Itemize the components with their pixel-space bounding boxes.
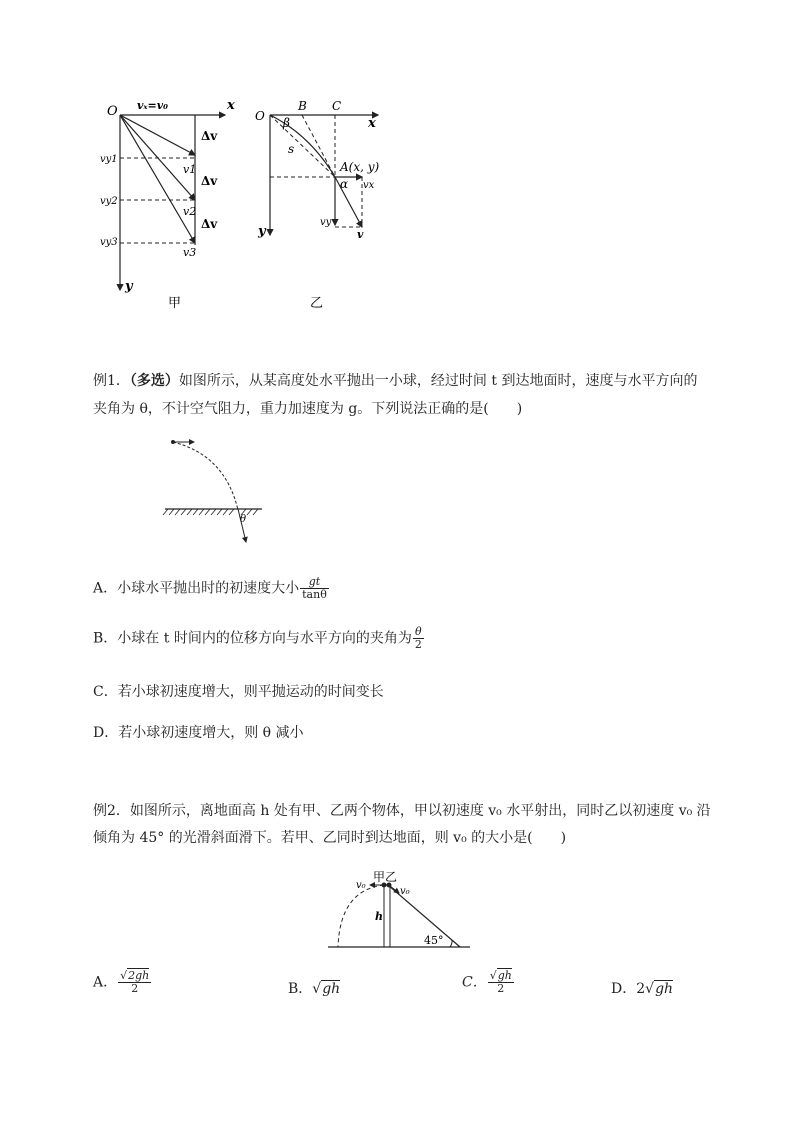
svg-text:Δv: Δv (201, 129, 218, 143)
origin-label: O (107, 104, 118, 119)
svg-text:y: y (258, 224, 266, 239)
example1-option-b[interactable]: B．小球在 t 时间内的位移方向与水平方向的夹角为 $\frac{\theta}{2}$ (93, 625, 422, 651)
example2-line2: 倾角为 45° 的光滑斜面滑下。若甲、乙同时到达地面，则 v₀ 的大小是( ) (93, 830, 567, 846)
example2-option-c[interactable]: C． $\frac{√gh}{2}$ (462, 969, 512, 995)
svg-text:x: x (227, 98, 235, 113)
svg-text:B: B (298, 99, 307, 113)
svg-text:vy1: vy1 (100, 154, 118, 165)
example2-option-d[interactable]: D．2√gh (611, 981, 674, 997)
svg-text:vy3: vy3 (100, 237, 118, 248)
example1-figure (160, 435, 270, 547)
example1-line1: 例1．（多选）如图所示，从某高度处水平抛出一小球，经过时间 t 到达地面时，速度与水平方向的 (93, 373, 698, 389)
svg-text:vy2: vy2 (100, 196, 118, 207)
svg-text:v: v (357, 228, 364, 241)
svg-text:s: s (288, 142, 295, 156)
svg-text:vy: vy (320, 217, 332, 228)
svg-text:y: y (125, 279, 133, 294)
figure-yi (250, 95, 400, 315)
svg-text:v₀: v₀ (400, 886, 410, 897)
example2-figure (320, 865, 475, 955)
svg-text:vx: vx (363, 180, 375, 191)
svg-text:C: C (332, 99, 342, 113)
svg-text:h: h (375, 910, 383, 923)
svg-text:x: x (368, 116, 376, 131)
svg-text:O: O (255, 109, 265, 123)
svg-text:Δv: Δv (201, 174, 218, 188)
svg-text:甲乙: 甲乙 (373, 870, 398, 884)
svg-text:α: α (340, 177, 349, 191)
example1-line2: 夹角为 θ，不计空气阻力，重力加速度为 g。下列说法正确的是( ) (93, 401, 523, 417)
example2-option-b[interactable]: B．√gh (288, 981, 341, 997)
svg-text:θ: θ (240, 514, 247, 525)
example1-option-d[interactable]: D．若小球初速度增大，则 θ 减小 (93, 725, 304, 741)
svg-text:v2: v2 (183, 205, 197, 218)
caption-jia: 甲 (168, 296, 182, 311)
example2-option-a[interactable]: A． $\frac{√2gh}{2}$ (93, 969, 150, 995)
example1-option-a[interactable]: A．小球水平抛出时的初速度大小 $\frac{gt}{\tan\theta}$ (93, 575, 327, 601)
svg-text:A(x, y): A(x, y) (340, 160, 380, 174)
figure-jia (95, 95, 255, 315)
svg-text:β: β (283, 116, 290, 130)
svg-text:45°: 45° (424, 934, 444, 947)
svg-text:v1: v1 (183, 163, 197, 176)
svg-text:Δv: Δv (201, 217, 218, 231)
example1-option-c[interactable]: C．若小球初速度增大，则平抛运动的时间变长 (93, 684, 384, 700)
example2-line1: 例2．如图所示，离地面高 h 处有甲、乙两个物体，甲以初速度 v₀ 水平射出，同时乙以初速度 v₀ 沿 (93, 803, 711, 819)
svg-text:v3: v3 (183, 246, 197, 259)
svg-text:vₓ=v₀: vₓ=v₀ (137, 99, 168, 112)
svg-text:v₀: v₀ (356, 880, 366, 891)
caption-yi: 乙 (310, 296, 324, 311)
